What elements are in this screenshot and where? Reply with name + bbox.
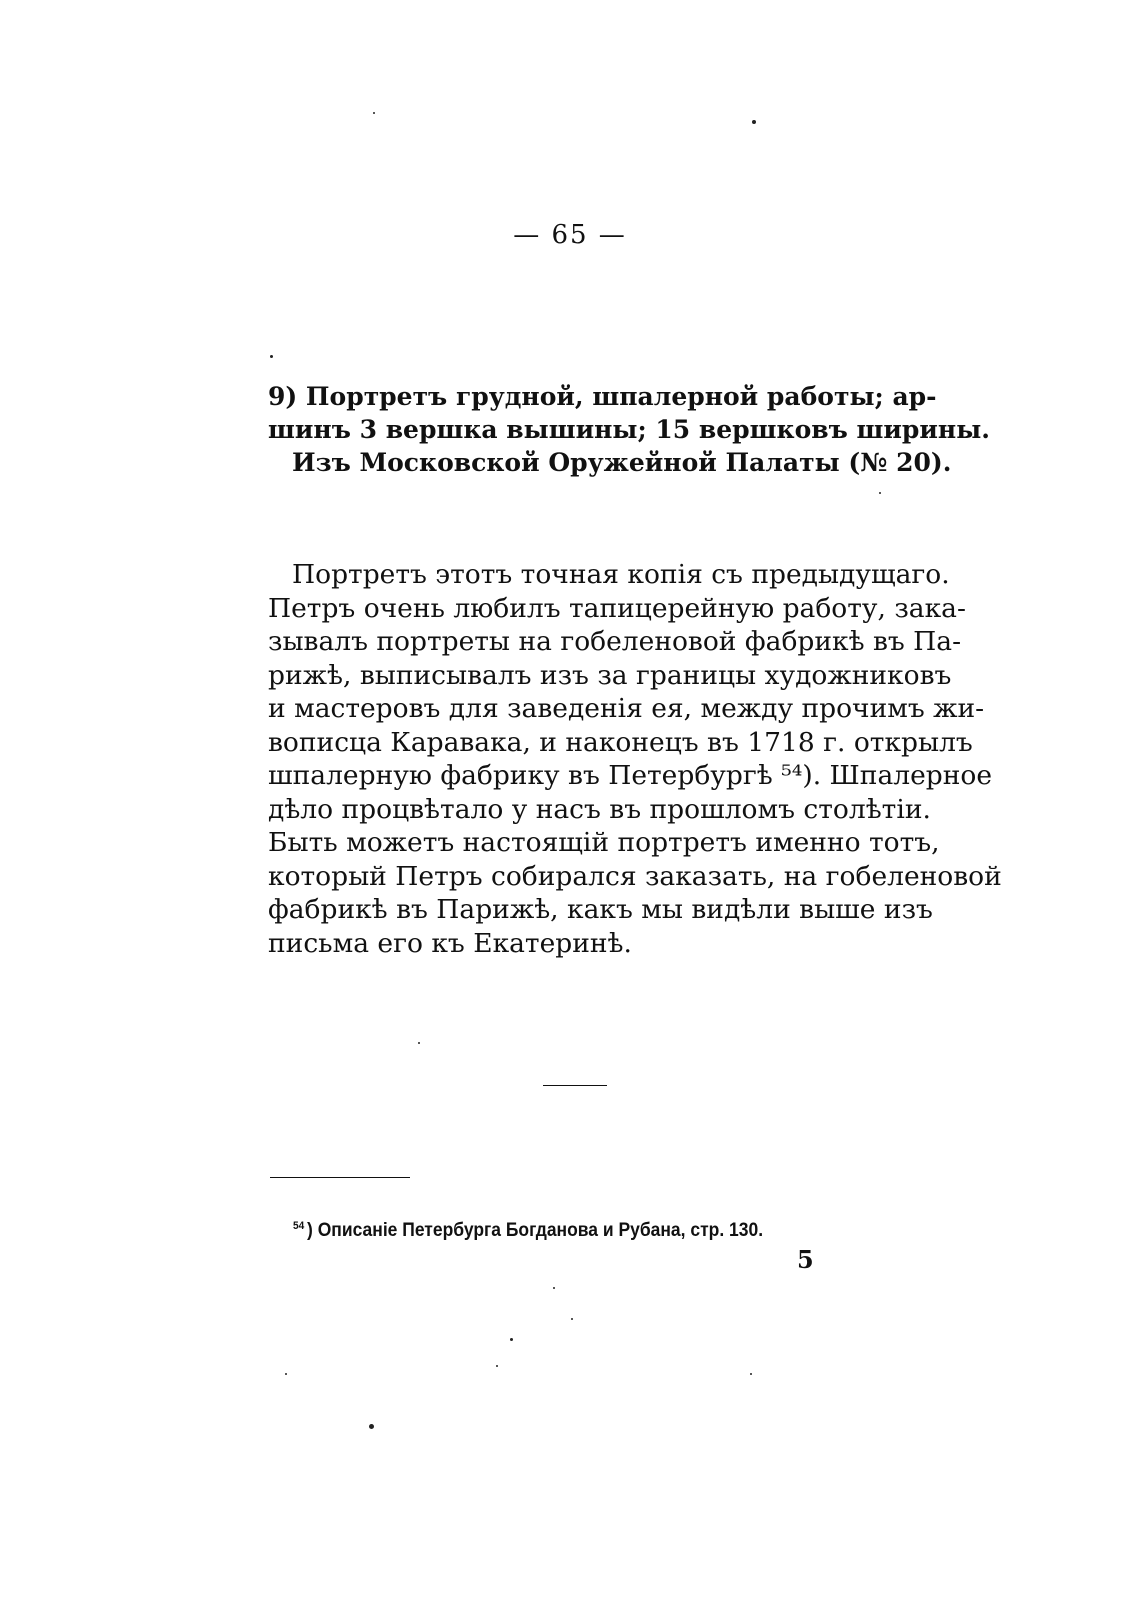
paragraph-line: рижѣ, выписывалъ изъ за границы художниковъ [268, 659, 952, 691]
footnote-rule [270, 1177, 410, 1178]
scan-speck [752, 120, 756, 124]
scan-speck [373, 112, 375, 114]
paragraph-line: вописца Каравака, и наконецъ въ 1718 г. открылъ [268, 726, 973, 758]
paragraph-line: и мастеровъ для заведенія ея, между прочимъ жи- [268, 693, 985, 724]
footnote [293, 1213, 808, 1244]
paragraph-line: шпалерную фабрику въ Петербургѣ ⁵⁴). Шпалерное [268, 760, 993, 791]
scan-speck [270, 355, 273, 358]
scan-speck [496, 1365, 498, 1367]
paragraph-line: Петръ очень любилъ тапицерейную работу, зака- [268, 592, 966, 624]
scan-speck [510, 1338, 513, 1341]
scan-speck [285, 1373, 287, 1375]
scan-speck [750, 1373, 752, 1375]
heading-line-2: шинъ 3 вершка вышины; 15 вершковъ ширины. [268, 415, 990, 444]
section-heading [268, 380, 990, 479]
scan-speck [571, 1318, 573, 1320]
paragraph-line: который Петръ собирался заказать, на гобеленовой [268, 860, 1002, 892]
paragraph-line: дѣло процвѣтало у насъ въ прошломъ столѣтіи. [268, 793, 931, 825]
paragraph-line: Быть можетъ настоящій портретъ именно тотъ, [268, 827, 940, 858]
paragraph-line: фабрикѣ въ Парижѣ, какъ мы видѣли выше изъ [268, 894, 933, 925]
paragraph-line: Портретъ этотъ точная копія съ предыдущаго. [292, 559, 950, 590]
scan-speck [553, 1287, 555, 1289]
signature-mark: 5 [797, 1245, 814, 1274]
heading-line-3: Изъ Московской Оружейной Палаты (№ 20). [292, 448, 952, 477]
scan-speck [418, 1042, 420, 1044]
footnote-text: ) Описаніе Петербурга Богданова и Рубана, стр. 130. [307, 1220, 764, 1241]
paragraph-line: зывалъ портреты на гобеленовой фабрикѣ въ Па- [268, 626, 962, 657]
body-paragraph [268, 558, 1002, 960]
heading-line-1: 9) Портретъ грудной, шпалерной работы; ар- [268, 382, 937, 411]
paragraph-line: письма его къ Екатеринѣ. [268, 927, 632, 959]
scan-speck [369, 1424, 374, 1429]
footnote-mark: 54 [293, 1220, 305, 1232]
page-number: — 65 — [513, 220, 627, 250]
section-divider [543, 1085, 607, 1086]
scan-speck [879, 492, 881, 494]
